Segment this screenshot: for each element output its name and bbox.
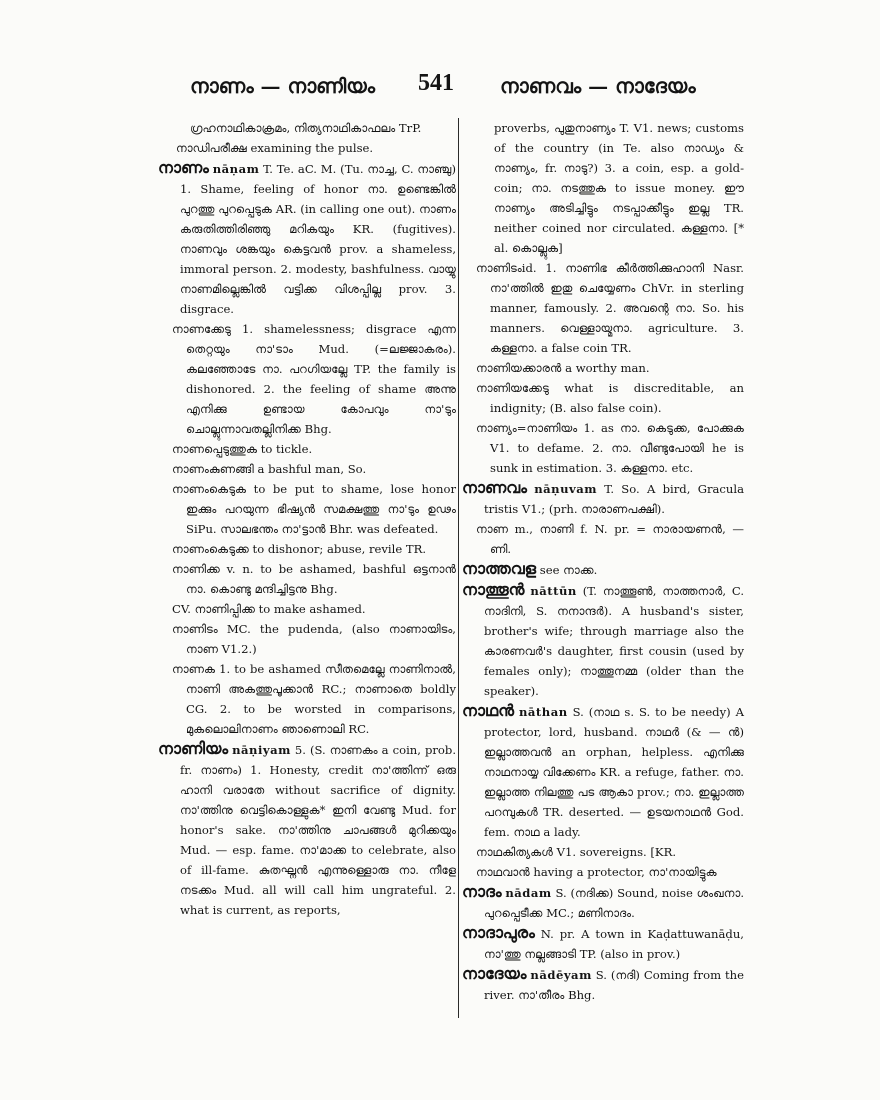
headword: നാണിയം [158, 739, 229, 758]
headword-entry [158, 739, 456, 920]
sub-entry: നാണപ്പെടുത്തുക to tickle. [172, 442, 313, 456]
sub-entry: നാണിടംid. 1. നാണിഭ കീർത്തിക്കുഹാനി Nasr. നാ'ത്തിൽ ഇതു ചെയ്യേണം ChVr. in sterling manner, famously. 2. അവന്റെ നാ. So. his manners. വെള്ളായ്മനാ. agriculture. 3. കള്ളനാ. a false coin TR. [476, 261, 744, 355]
headword-entry [462, 964, 744, 1005]
headword: നാണവം [462, 478, 527, 497]
sub-entry: നാണംകെടുക്ക to dishonor; abuse, revile TR. [172, 542, 427, 556]
headword: നാദേയം [462, 964, 527, 983]
transliteration: nāṇuvam [534, 482, 598, 496]
headword: നാണം [158, 158, 209, 177]
headword-entry [462, 478, 744, 519]
header-left-guideword: നാണം — നാണിയം [190, 74, 376, 98]
headword-entry [158, 158, 456, 319]
transliteration: nāthan [518, 705, 568, 719]
transliteration: nādam [505, 886, 552, 900]
page-header [0, 70, 880, 110]
entry-definition: see നാക്ക. [536, 563, 598, 577]
entry-definition: (T. നാത്തൂൺ, നാത്തനാർ, C. നാദിനി, S. നനാന്ദർ). A husband's sister, brother's wife; through marriage also the കാരണവർ's daughter, first cousin (used by females only); നാത്തൂനമ്മ (older than the speaker). [484, 584, 745, 698]
entry-definition: S. (നദി) Coming from the river. നാ'തീരം Bhg. [484, 968, 744, 1002]
sub-entry: നാണിയക്കേടു what is discreditable, an indignity; (B. also false coin). [476, 381, 744, 415]
column-divider [458, 118, 459, 1018]
sub-entry: നാണിടം MC. the pudenda, (also നാണായിടം, നാണ V1.2.) [172, 622, 456, 656]
headword-entry [462, 559, 744, 580]
headword: നാത്തൂൻ [462, 580, 525, 599]
sub-entry: നാണംകെടുക to be put to shame, lose honor ഇക്കും പറയുന്ന ഭിഷ്യൻ സമക്ഷത്തു നാ'ടും ഉഢം SiPu. സാലഭന്തം നാ'ട്ടാൻ Bhr. was defeated. [172, 482, 456, 536]
headword-entry [462, 701, 744, 842]
sub-entry: നാണംകുണങ്ങി a bashful man, So. [172, 462, 367, 476]
header-right-guideword: നാണവം — നാദേയം [500, 74, 696, 98]
headword-entry [462, 923, 744, 964]
transliteration: nāttūn [530, 584, 577, 598]
transliteration: nāṇam [212, 162, 260, 176]
headword: നാഥൻ [462, 701, 515, 720]
sub-entry: CV. നാണിപ്പിക്ക to make ashamed. [172, 602, 366, 616]
sub-entry: നാണ m., നാണി f. N. pr. = നാരായണൻ, — ണി. [476, 522, 744, 556]
entry-continuation: proverbs, പുതുനാണ്യം T. V1. news; customs of the country (in Te. also നാഡ്യം & നാണ്യം, fr. നാടു?) 3. a coin, esp. a gold-coin; നാ. നടത്തുക to issue money. ഈ നാണ്യം അടിച്ചിട്ടും നടപ്പാക്കീട്ടും ഇല്ല TR. neither coined nor circulated. കള്ളനാ. [* al. കൊല്ലുക] [494, 121, 744, 255]
headword: നാത്തവള [462, 559, 537, 578]
entry-continuation: ഗ്രഹനാഥികാക്രമം, നിത്യനാഥികാഫലം TrP. [190, 121, 422, 135]
headword: നാദാപുരം [462, 923, 535, 942]
entry-definition: T. So. A bird, Gracula tristis V1.; (prh. നാരാണപക്ഷി). [484, 482, 744, 516]
headword: നാദം [462, 882, 502, 901]
entry-definition: N. pr. A town in Kaḍattuwanāḍu, നാ'ത്തു നല്ലങ്ങാടി TP. (also in prov.) [484, 927, 744, 961]
headword-entry [462, 882, 744, 923]
entry-definition: S. (നാഥ s. S. to be needy) A protector, lord, husband. നാഥർ (& — ൻ) ഇല്ലാത്തവൻ an orphan, helpless. എനിക്കു നാഥനായ്യ വിക്കേണം KR. a refuge, father. നാ. ഇല്ലാത്ത നിലത്തു പട ആകാ prov.; നാ. ഇല്ലാത്ത പറമ്പുകൾ TR. deserted. — ഉടയനാഥൻ God. fem. നാഥ a lady. [484, 705, 744, 839]
entry-plain: നാഡിപരീക്ഷ examining the pulse. [176, 141, 374, 155]
sub-entry: നാണക 1. to be ashamed സീതമെല്ലേ നാണിനാൽ, നാണി അകത്തുപൂക്കാൻ RC.; നാണാതെ boldly CG. 2. to be worsted in comparisons, മുകലൊലിനാണം ഞാണൊലി RC. [172, 662, 456, 736]
entry-definition: 5. (S. നാണകം a coin, prob. fr. നാണം) 1. Honesty, credit നാ'ത്തിന്ന് ഒരു ഹാനി വരാതേ without sacrifice of dignity. നാ'ത്തിനു വെട്ടികൊള്ളുക* ഇനി വേണ്ടു Mud. for honor's sake. നാ'ത്തിനു ചാപങ്ങൾ മുറിക്കയും Mud. — esp. fame. നാ'മാക്ക to celebrate, also of ill-fame. കുതഘ്നൻ എന്നുള്ളൊരു നാ. നീളേ നടക്കം Mud. all will call him ungrateful. 2. what is current, as reports, [180, 743, 457, 917]
headword-entry [462, 580, 744, 701]
entry-definition: T. Te. aC. M. (Tu. നാച്ച, C. നാഞ്ചു) 1. Shame, feeling of honor നാ. ഉണ്ടെങ്കിൽ പുറത്തു പുറപ്പെടുക AR. (in calling one out). നാണം കരുതിത്തിരിഞ്ഞു മറികയും KR. (fugitives). നാണവും ശങ്കയും കെട്ടവൻ prov. a shameless, immoral person. 2. modesty, bashfulness. വായ്യു നാണമില്ലെങ്കിൽ വട്ടിക്ക വിശപ്പില്ല prov. 3. disgrace. [180, 162, 456, 316]
sub-entry: നാണിക്ക v. n. to be ashamed, bashful ഒട്ടനാൻ നാ. കൊണ്ടു മന്ദിച്ചിട്ടനു Bhg. [172, 562, 456, 596]
sub-entry: നാണക്കേടു 1. shamelessness; disgrace എന്ന തെറ്റയും നാ'ടാം Mud. (=ലജ്ജാകരം). കലഞ്ഞോടേ നാ. പറഗിയല്ലേ TP. the family is dishonored. 2. the feeling of shame അന്നു എനിക്കു ഉണ്ടായ കോപവും നാ'ടും ചൊല്ലുന്നാവതല്ലിനിക്ക Bhg. [172, 322, 456, 436]
transliteration: nādēyam [530, 968, 592, 982]
transliteration: nāṇiyam [232, 743, 291, 757]
entry-definition: S. (നദിക്ക) Sound, noise ശംഖനാ. പുറപ്പെടീക്ക MC.; മണിനാദം. [484, 886, 745, 920]
sub-entry: നാണിയക്കാരൻ a worthy man. [476, 361, 650, 375]
sub-entry: നാഥവാൻ having a protector, നാ'നായിട്ടുക [476, 865, 717, 879]
page-number: 541 [418, 70, 454, 96]
left-column [158, 118, 456, 920]
sub-entry: നാണ്യം=നാണിയം 1. as നാ. കെടുക്ക, പോക്കുക V1. to defame. 2. നാ. വീണ്ടുപോയി he is sunk in estimation. 3. കള്ളനാ. etc. [476, 421, 744, 475]
sub-entry: നാഥകിത്യകൾ V1. sovereigns. [KR. [476, 845, 677, 859]
right-column [462, 118, 744, 1005]
